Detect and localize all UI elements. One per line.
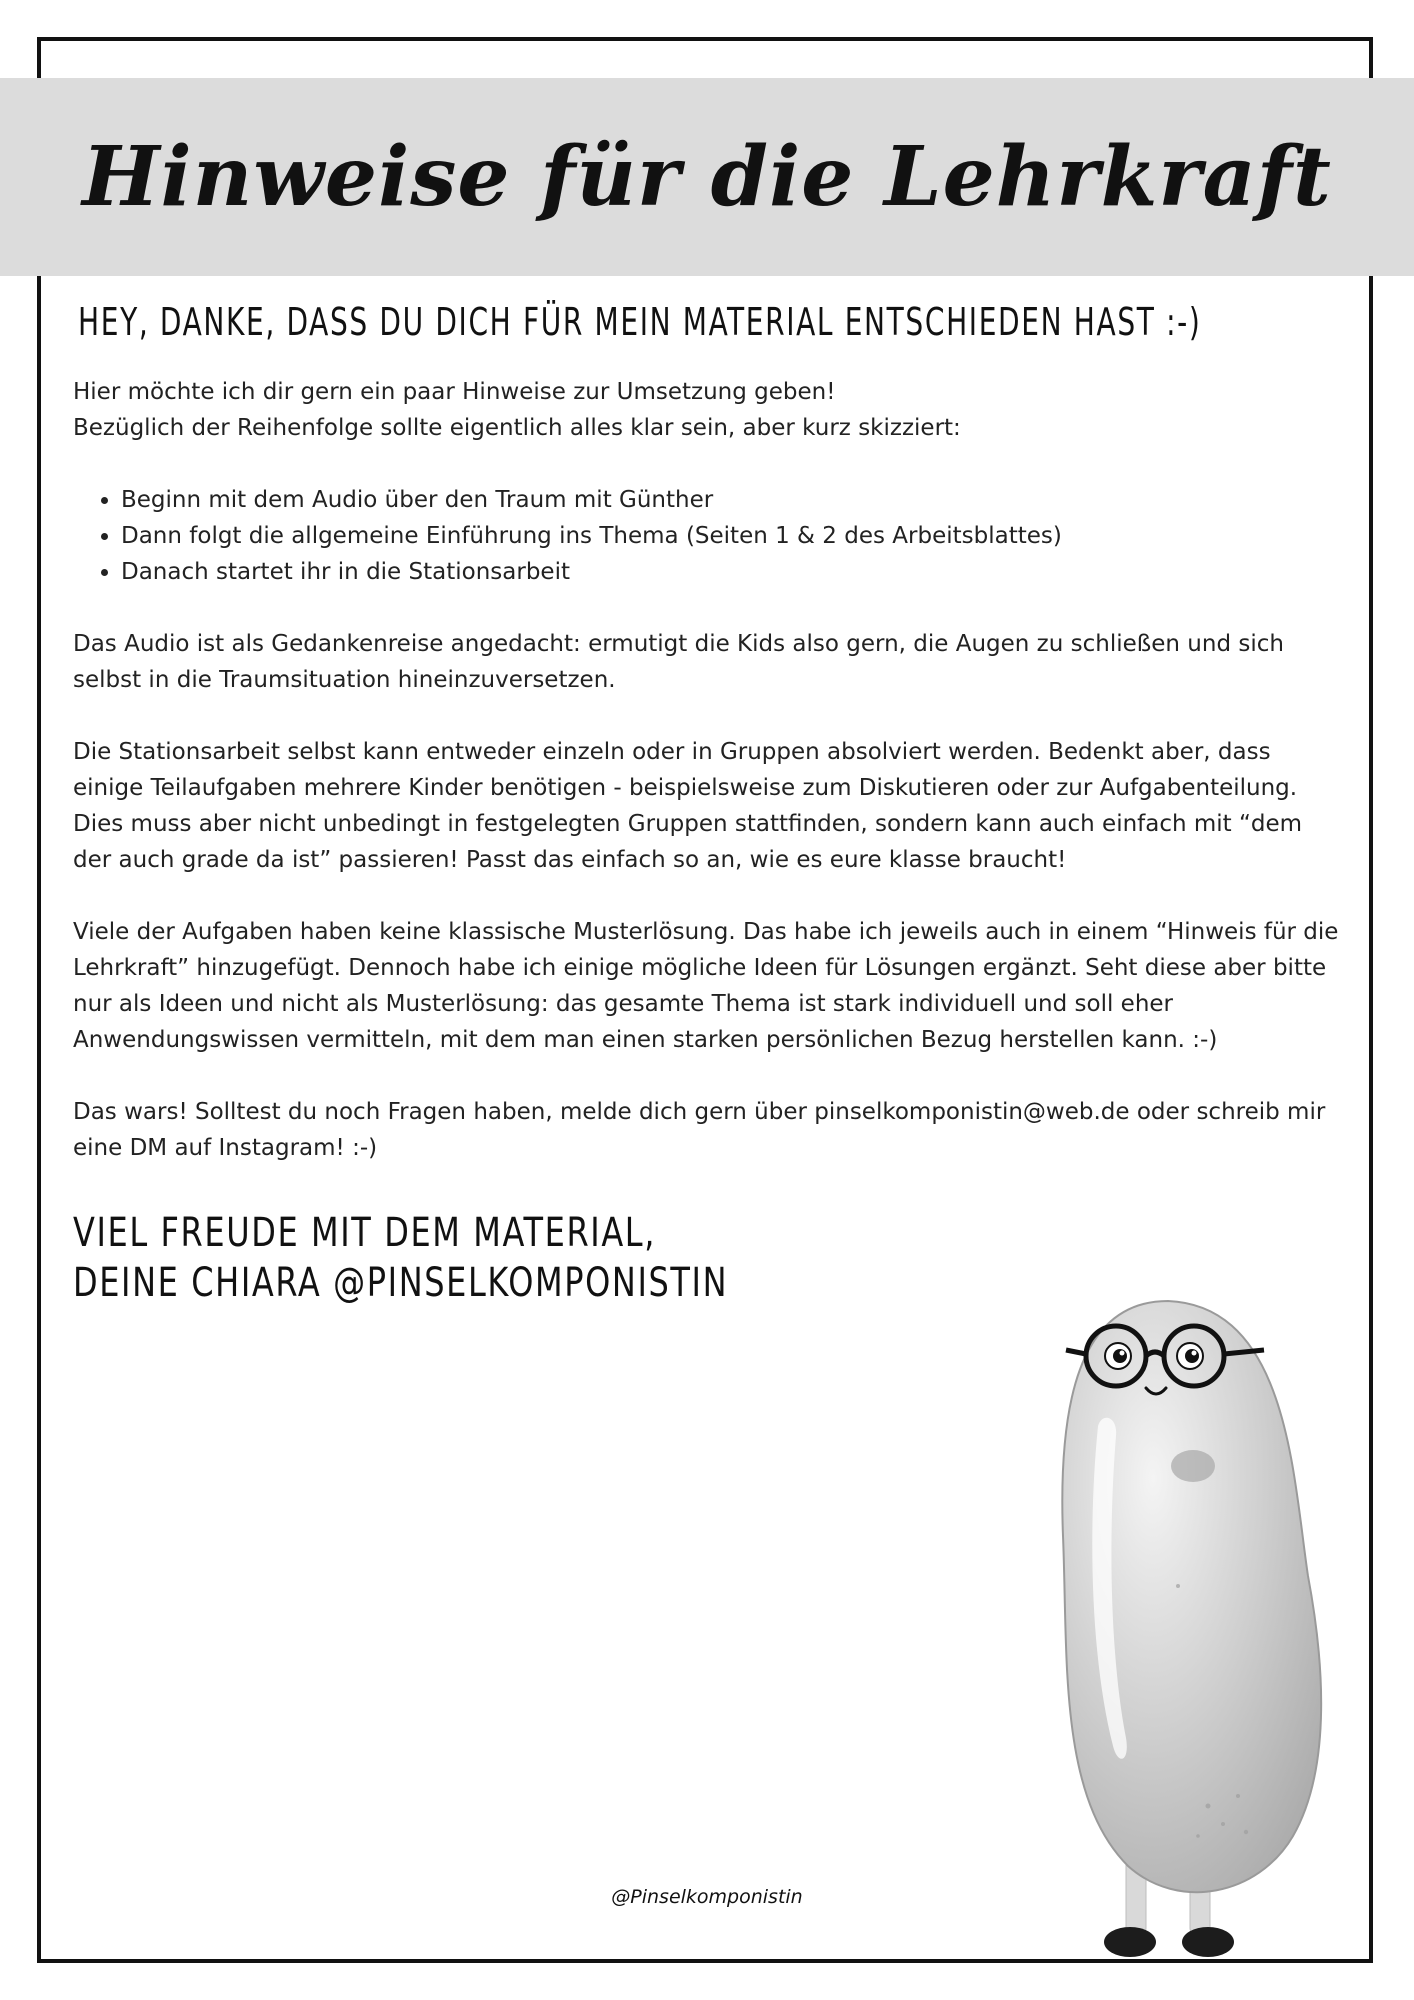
left-foot (1104, 1927, 1156, 1957)
audio-paragraph: Das Audio ist als Gedankenreise angedacht: ermutigt die Kids also gern, die Augen zu schließen und sich selbst in die Traumsituation hineinzuversetzen. (73, 631, 1284, 693)
right-foot (1182, 1927, 1234, 1957)
greeting-heading: HEY, DANKE, DASS DU DICH FÜR MEIN MATERIAL ENTSCHIEDEN HAST :-) (78, 300, 1202, 344)
potato-mascot-illustration (1018, 1276, 1360, 1976)
body-text (73, 374, 1343, 1202)
intro-paragraph (73, 374, 1343, 446)
signoff-line-1: VIEL FREUDE MIT DEM MATERIAL, (73, 1210, 657, 1256)
solutions-paragraph: Viele der Aufgaben haben keine klassische Musterlösung. Das habe ich jeweils auch in einem “Hinweis für die Lehrkraft” hinzugefügt. Dennoch habe ich einige mögliche Ideen für Lösungen ergänzt. Seht diese aber bitte nur als Ideen und nicht als Musterlösung: das gesamte Thema ist stark individuell und soll eher Anwendungswissen vermitteln, mit dem man einen starken persönlichen Bezug herstellen kann. :-) (73, 919, 1339, 1053)
intro-line-1: Hier möchte ich dir gern ein paar Hinweise zur Umsetzung geben! (73, 379, 836, 405)
contact-paragraph: Das wars! Solltest du noch Fragen haben, melde dich gern über pinselkomponistin@web.de oder schreib mir eine DM auf Instagram! :-) (73, 1099, 1326, 1161)
steps-list (73, 482, 1343, 590)
list-item: • Dann folgt die allgemeine Einführung ins Thema (Seiten 1 & 2 des Arbeitsblattes) (121, 518, 1343, 554)
list-item: • Beginn mit dem Audio über den Traum mit Günther (121, 482, 1343, 518)
signoff (73, 1208, 728, 1308)
list-item: • Danach startet ihr in die Stationsarbeit (121, 554, 1343, 590)
footer-handle: @Pinselkomponistin (611, 1886, 803, 1908)
cheek-spot (1171, 1450, 1215, 1482)
page-title: Hinweise für die Lehrkraft (82, 129, 1332, 225)
signoff-line-2: DEINE CHIARA @PINSELKOMPONISTIN (73, 1260, 729, 1306)
intro-line-2: Bezüglich der Reihenfolge sollte eigentlich alles klar sein, aber kurz skizziert: (73, 415, 961, 441)
station-paragraph: Die Stationsarbeit selbst kann entweder einzeln oder in Gruppen absolviert werden. Bedenkt aber, dass einige Teilaufgaben mehrere Kinder benötigen - beispielsweise zum Diskutieren oder zur Aufgabenteilung. Dies muss aber nicht unbedingt in festgelegten Gruppen stattfinden, sondern kann auch einfach mit “dem der auch grade da ist” passieren! Passt das einfach so an, wie es eure klasse braucht! (73, 739, 1303, 873)
